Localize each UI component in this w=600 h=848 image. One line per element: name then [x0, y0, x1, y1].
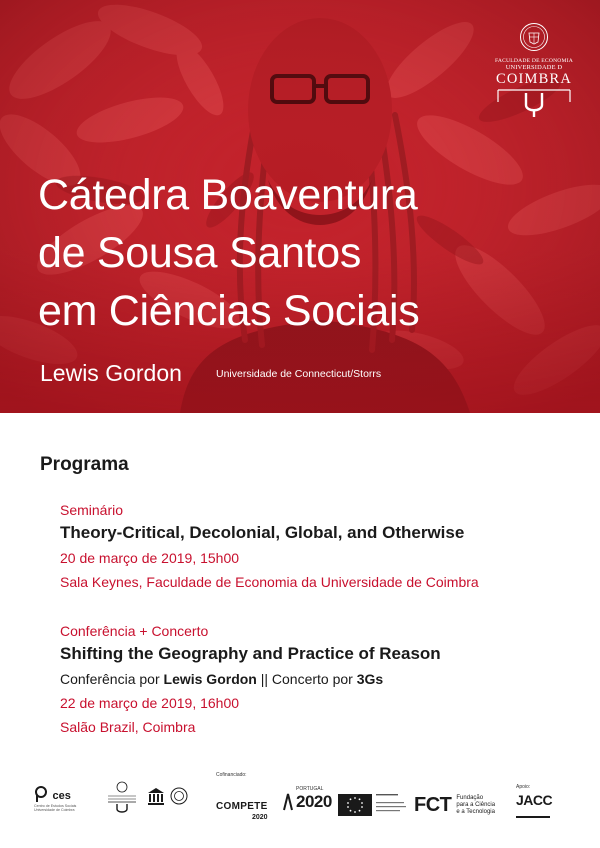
event-type: Conferência + Concerto — [60, 623, 209, 639]
city-name: COIMBRA — [495, 71, 573, 87]
eu-text-lines-icon — [376, 792, 408, 816]
ces-mark-icon — [34, 786, 48, 802]
event-place: Salão Brazil, Coimbra — [60, 719, 196, 735]
event-date: 20 de março de 2019, 15h00 — [60, 550, 240, 566]
fct-subtitle-1: Fundação — [456, 795, 484, 801]
university-u-mark-icon — [496, 88, 572, 118]
credits-speaker: Lewis Gordon — [163, 671, 257, 687]
speaker-affiliation: Universidade de Connecticut/Storrs — [216, 368, 382, 380]
uc-small-logo-icon[interactable] — [104, 780, 140, 816]
jacc-underline-icon — [516, 815, 550, 821]
speaker-name: Lewis Gordon — [40, 360, 182, 386]
event-type: Seminário — [60, 502, 124, 518]
university-seal-icon — [519, 22, 549, 52]
eu-flag-icon[interactable] — [338, 794, 372, 816]
sponsor-logos — [0, 772, 600, 832]
fct-subtitle-2: para a Ciência — [456, 802, 496, 808]
event-conference — [60, 622, 441, 739]
university-logo[interactable] — [494, 22, 574, 118]
ces-logo[interactable] — [34, 786, 76, 812]
chair-title-line-3: em Ciências Sociais — [38, 287, 420, 335]
ces-subtitle-2: Universidade de Coimbra — [34, 808, 75, 812]
ces-subtitle-1: Centro de Estudos Sociais — [34, 804, 77, 808]
event-seminar — [60, 501, 479, 594]
compete-year: 2020 — [251, 814, 268, 821]
portugal-year: 2020 — [296, 792, 332, 811]
credits-mid: || Concerto por — [256, 671, 357, 687]
chair-title — [38, 166, 419, 340]
chair-title-line-1: Cátedra Boaventura — [38, 171, 418, 219]
event-title: Theory-Critical, Decolonial, Global, and Otherwise — [60, 523, 465, 542]
university-name: UNIVERSIDADE D — [505, 64, 563, 71]
compete-logo[interactable] — [216, 796, 268, 821]
credits-band: 3Gs — [356, 671, 384, 687]
fct-logo[interactable] — [414, 794, 495, 817]
ces-name: ces — [52, 790, 71, 802]
unesco-seal-icon — [170, 787, 188, 805]
compete-name: COMPETE — [216, 801, 268, 812]
chair-title-line-2: de Sousa Santos — [38, 229, 362, 277]
event-date: 22 de março de 2019, 16h00 — [60, 695, 240, 711]
portugal-label: PORTUGAL — [296, 786, 324, 792]
faculty-name: FACULDADE DE ECONOMIA — [494, 58, 574, 64]
event-place: Sala Keynes, Faculdade de Economia da Universidade de Coimbra — [60, 574, 479, 590]
event-title: Shifting the Geography and Practice of Reason — [60, 644, 441, 663]
fct-name: FCT — [414, 794, 452, 816]
event-credits — [60, 667, 441, 691]
support-label: Apoio: — [516, 784, 531, 790]
cofinanced-label: Cofinanciado: — [216, 772, 247, 778]
hero-banner — [0, 0, 600, 413]
portugal2020-mark-icon — [282, 792, 294, 812]
program-heading: Programa — [40, 454, 129, 475]
fct-subtitle-3: e a Tecnologia — [456, 809, 495, 815]
portugal2020-logo[interactable] — [282, 786, 332, 812]
credits-prefix: Conferência por — [60, 671, 164, 687]
jacc-name: JACC — [516, 792, 553, 808]
jacc-logo[interactable] — [516, 792, 552, 826]
unesco-logo-icon[interactable] — [146, 786, 166, 808]
